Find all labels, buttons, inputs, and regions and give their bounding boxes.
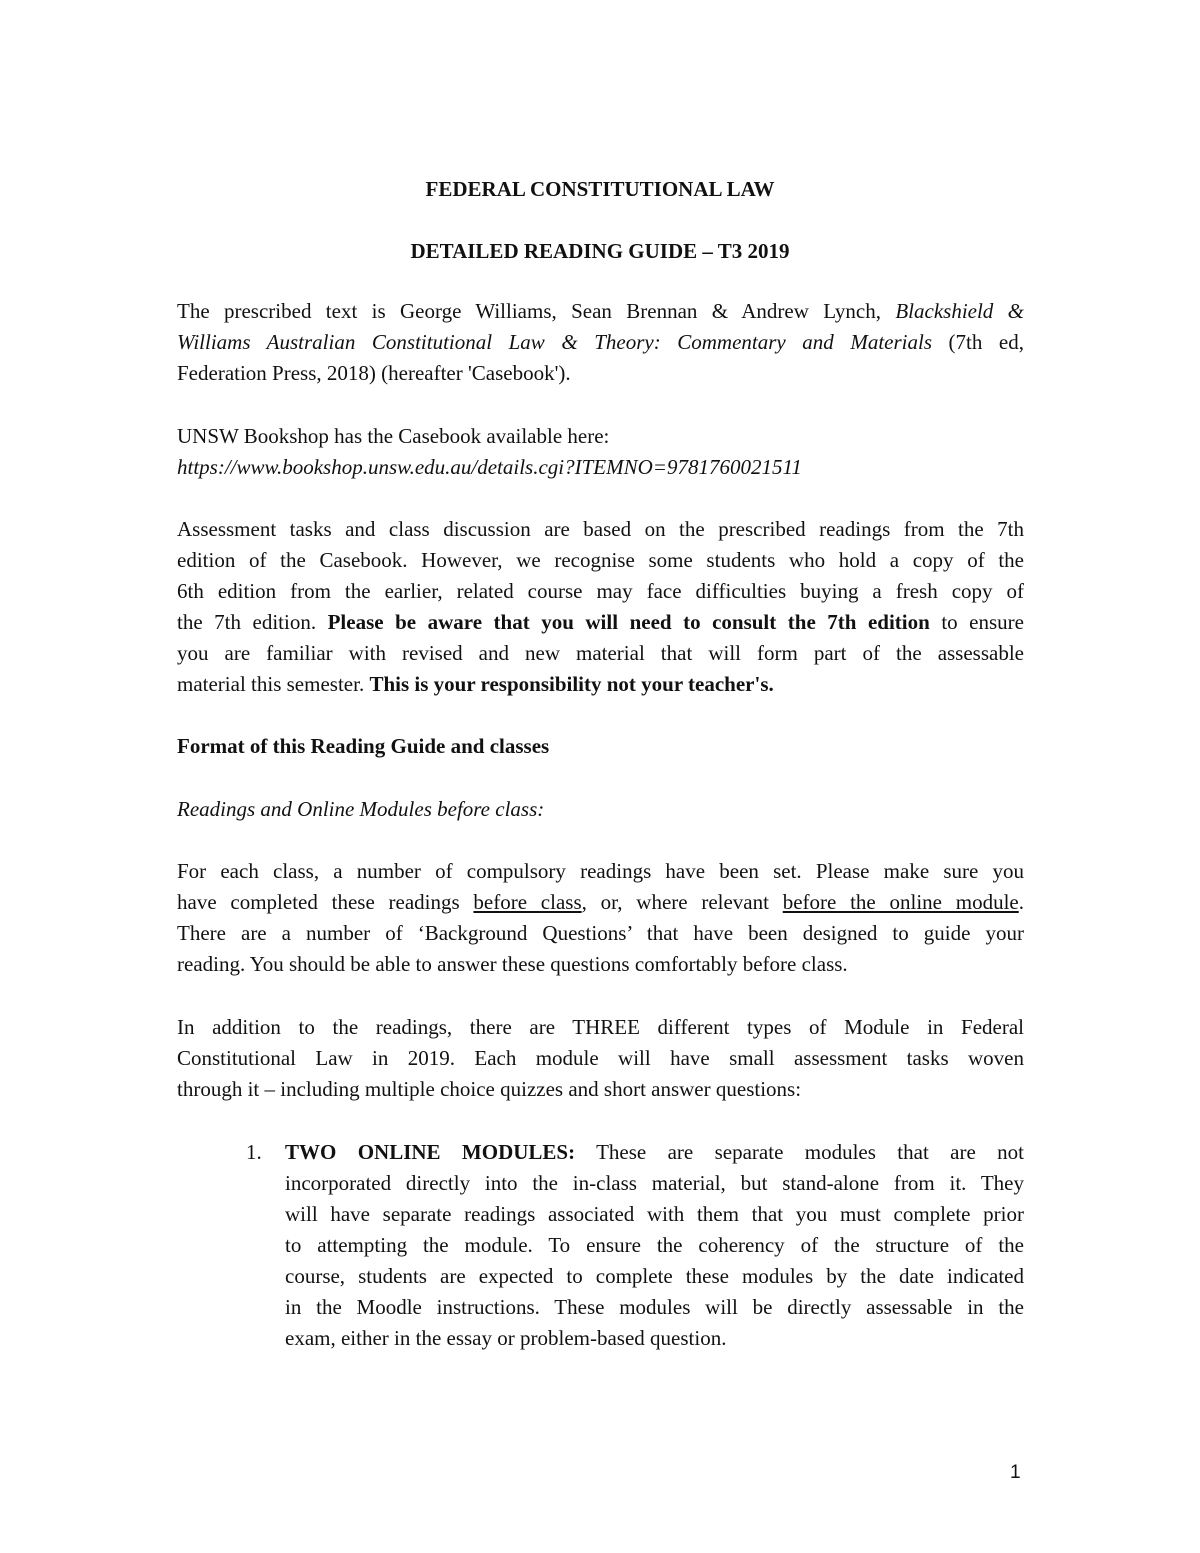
modules-intro-paragraph xyxy=(177,1012,1024,1105)
paragraph-line xyxy=(177,887,1024,918)
book-title-italic: Blackshield & xyxy=(895,299,1024,323)
book-title-italic: Williams Australian Constitutional Law & Theory: Commentary and Materials xyxy=(177,330,932,354)
text-run: to ensure xyxy=(929,610,1024,634)
text-run: material this semester. xyxy=(177,672,370,696)
paragraph-line: For each class, a number of compulsory readings have been set. Please make sure you xyxy=(177,859,1024,883)
paragraph-line xyxy=(177,327,1024,358)
paragraph-line: 6th edition from the earlier, related course may face difficulties buying a fresh copy of xyxy=(177,579,1024,603)
readings-paragraph xyxy=(177,856,1024,980)
list-item-label: TWO ONLINE MODULES: xyxy=(285,1140,576,1164)
bold-text-run: Please be aware that you will need to consult the 7th edition xyxy=(327,610,930,634)
paragraph-line: Constitutional Law in 2019. Each module will have small assessment tasks woven xyxy=(177,1046,1024,1070)
bookshop-paragraph xyxy=(177,421,1024,483)
assessment-paragraph xyxy=(177,514,1024,700)
paragraph-line: in the Moodle instructions. These modules will be directly assessable in the xyxy=(285,1295,1024,1319)
paragraph-line: through it – including multiple choice quizzes and short answer questions: xyxy=(177,1077,802,1101)
paragraph-line xyxy=(177,607,1024,638)
paragraph-line: to attempting the module. To ensure the coherency of the structure of the xyxy=(285,1233,1024,1257)
bookshop-link[interactable]: https://www.bookshop.unsw.edu.au/details.cgi?ITEMNO=9781760021511 xyxy=(177,455,802,479)
paragraph-line: There are a number of ‘Background Questions’ that have been designed to guide your xyxy=(177,921,1024,945)
text-run: have completed these readings xyxy=(177,890,474,914)
section-heading: Format of this Reading Guide and classes xyxy=(177,734,550,758)
paragraph-line: In addition to the readings, there are THREE different types of Module in Federal xyxy=(177,1015,1024,1039)
paragraph-line xyxy=(177,296,1024,327)
paragraph-line: reading. You should be able to answer these questions comfortably before class. xyxy=(177,952,848,976)
text-run: The prescribed text is George Williams, Sean Brennan & Andrew Lynch, xyxy=(177,299,896,323)
underlined-text-run: before the online module xyxy=(782,890,1019,914)
document-title: FEDERAL CONSTITUTIONAL LAW xyxy=(425,177,775,201)
paragraph-line: will have separate readings associated with them that you must complete prior xyxy=(285,1202,1024,1226)
text-run: the 7th edition. xyxy=(177,610,328,634)
page-number: 1 xyxy=(1010,1462,1021,1483)
list-item-body xyxy=(285,1137,1024,1354)
paragraph-line: Federation Press, 2018) (hereafter 'Casebook'). xyxy=(177,361,571,385)
underlined-text-run: before class xyxy=(473,890,582,914)
list-item-number: 1. xyxy=(246,1140,262,1164)
paragraph-line: course, students are expected to complete these modules by the date indicated xyxy=(285,1264,1024,1288)
text-run: (7th ed, xyxy=(932,330,1024,354)
document-subtitle: DETAILED READING GUIDE – T3 2019 xyxy=(410,239,790,263)
text-run: These are separate modules that are not xyxy=(575,1140,1024,1164)
paragraph-line: edition of the Casebook. However, we recognise some students who hold a copy of the xyxy=(177,548,1024,572)
paragraph-line: UNSW Bookshop has the Casebook available here: xyxy=(177,424,610,448)
paragraph-line xyxy=(177,669,1024,700)
paragraph-line: exam, either in the essay or problem-based question. xyxy=(285,1326,727,1350)
prescribed-text-paragraph xyxy=(177,296,1024,389)
paragraph-line xyxy=(285,1137,1024,1168)
text-run: , or, where relevant xyxy=(581,890,783,914)
paragraph-line: incorporated directly into the in-class material, but stand-alone from it. They xyxy=(285,1171,1024,1195)
bold-text-run: This is your responsibility not your teacher's. xyxy=(369,672,774,696)
section-subheading: Readings and Online Modules before class: xyxy=(177,797,545,821)
paragraph-line: you are familiar with revised and new material that will form part of the assessable xyxy=(177,641,1024,665)
text-run: . xyxy=(1018,890,1024,914)
paragraph-line: Assessment tasks and class discussion are based on the prescribed readings from the 7th xyxy=(177,517,1024,541)
